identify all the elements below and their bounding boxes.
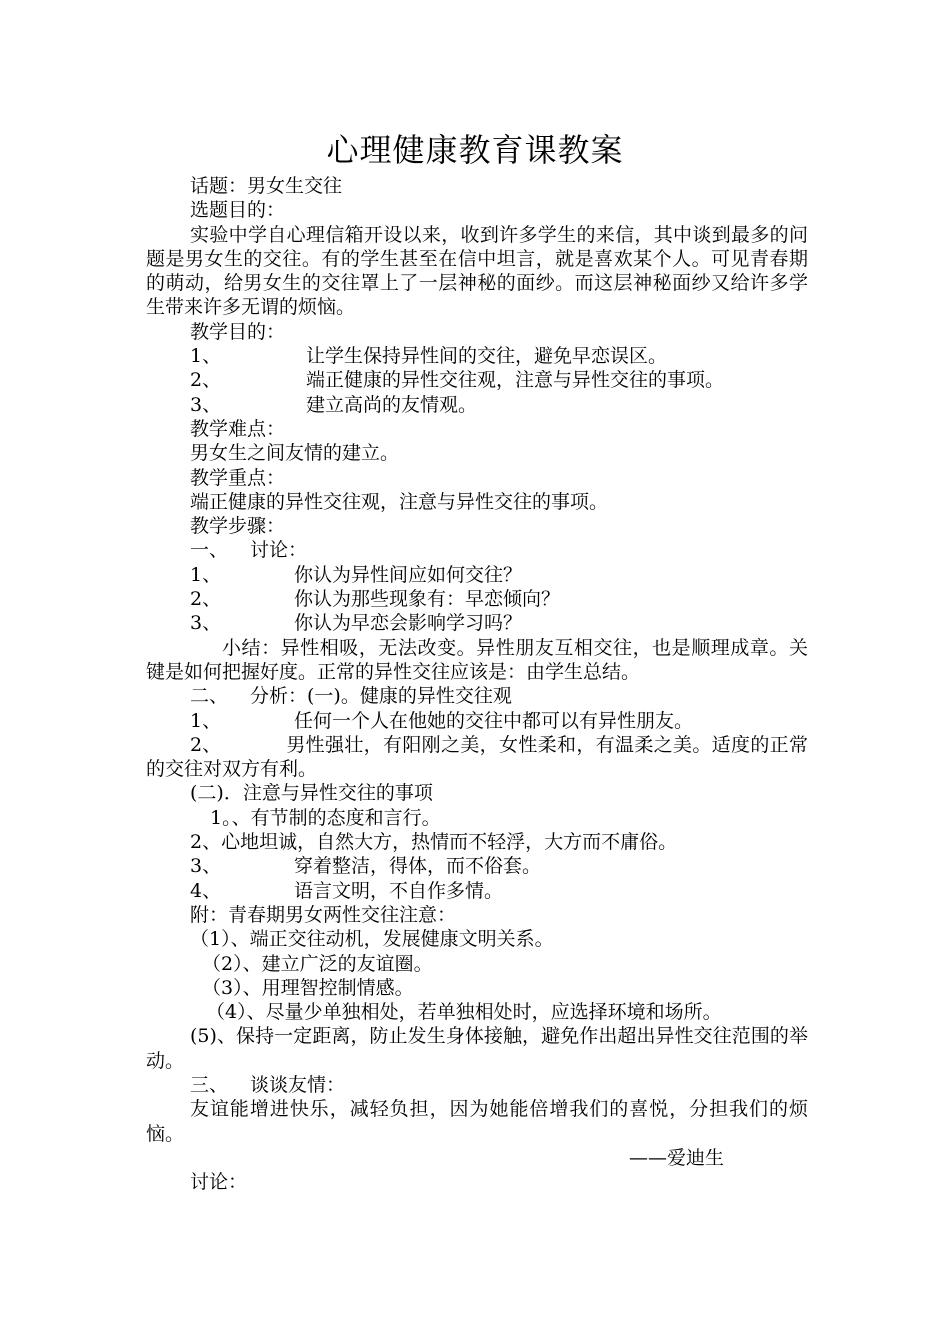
goal-number: 3、	[190, 393, 222, 416]
difficulty-text: 男女生之间友情的建立。	[190, 442, 400, 465]
note-number: 3、	[190, 855, 222, 878]
goal-text: 端正健康的异性交往观，注意与异性交往的事项。	[306, 369, 725, 392]
question-number: 1、	[190, 563, 222, 586]
appendix-item: （2）、建立广泛的友谊圈。	[202, 952, 433, 975]
point-text: 任何一个人在他她的交往中都可以有异性朋友。	[294, 709, 694, 732]
step-label: 谈谈友情：	[250, 1073, 346, 1096]
key-text: 端正健康的异性交往观，注意与异性交往的事项。	[190, 490, 609, 513]
note-number: 4、	[190, 879, 222, 902]
notes-subheading: (二)．注意与异性交往的事项	[190, 782, 433, 805]
topic-line: 话题：男女生交往	[190, 175, 343, 197]
step-two-heading	[146, 684, 808, 708]
steps-heading: 教学步骤：	[190, 515, 286, 538]
quote-paragraph: 友谊能增进快乐，减轻负担，因为她能倍增我们的喜悦，分担我们的烦恼。	[146, 1098, 808, 1145]
page-title: 心理健康教育课教案	[326, 131, 624, 169]
step-number: 二、	[190, 685, 229, 708]
goal-text: 让学生保持异性间的交往，避免早恋误区。	[306, 345, 668, 368]
step-one-heading	[146, 538, 808, 562]
step-number: 三、	[190, 1073, 229, 1096]
goal-item	[146, 393, 808, 417]
appendix-item: （3）、用理智控制情感。	[202, 976, 414, 999]
goal-item	[146, 344, 808, 368]
note-text: 语言文明，不自作多情。	[294, 879, 504, 902]
note-item: 2、心地坦诚，自然大方，热情而不轻浮，大方而不庸俗。	[190, 831, 678, 854]
goal-number: 1、	[190, 345, 222, 368]
point-number: 1、	[190, 709, 222, 732]
purpose-paragraph: 实验中学自心理信箱开设以来，收到许多学生的来信，其中谈到最多的问题是男女生的交往。有的学生甚至在信中坦言，就是喜欢某个人。可见青春期的萌动，给男女生的交往罩上了一层神秘的面纱。而这层神秘面纱又给许多学生带来许多无谓的烦恼。	[146, 223, 808, 319]
appendix-item: （4）、尽量少单独相处，若单独相处时，应选择环境和场所。	[206, 1001, 722, 1024]
question-number: 3、	[190, 612, 222, 635]
discussion-label: 讨论：	[190, 1171, 248, 1194]
question-text: 你认为异性间应如何交往？	[294, 563, 523, 586]
appendix-heading: 附：青春期男女两性交往注意：	[190, 903, 457, 926]
question-item	[146, 611, 808, 635]
step-three-heading	[146, 1073, 808, 1097]
note-text: 穿着整洁，得体，而不俗套。	[294, 855, 542, 878]
difficulty-heading: 教学难点：	[190, 417, 286, 440]
goals-heading: 教学目的：	[190, 320, 286, 343]
purpose-heading: 选题目的：	[190, 199, 286, 222]
note-item: 1。、有节制的态度和言行。	[210, 806, 441, 829]
question-text: 你认为早恋会影响学习吗？	[294, 612, 523, 635]
question-text: 你认为那些现象有：早恋倾向？	[294, 588, 561, 611]
step-label: 讨论：	[250, 539, 308, 562]
appendix-item-wrapped: (5)、保持一定距离，防止发生身体接触，避免作出超出异性交往范围的举动。	[146, 1025, 808, 1072]
analysis-point-wrapped	[146, 733, 808, 782]
question-item	[146, 587, 808, 611]
step-number: 一、	[190, 539, 229, 562]
goal-item	[146, 368, 808, 392]
quote-attribution: ——爱迪生	[628, 1146, 724, 1169]
key-heading: 教学重点：	[190, 466, 286, 489]
summary-paragraph: 小结：异性相吸，无法改变。异性朋友互相交往，也是顺理成章。关键是如何把握好度。正常的异性交往应该是：由学生总结。	[146, 636, 808, 683]
point-number: 2、	[190, 733, 222, 756]
goal-number: 2、	[190, 369, 222, 392]
appendix-item: （1）、端正交往动机，发展健康文明关系。	[190, 928, 554, 951]
question-item	[146, 563, 808, 587]
point-text: 男性强壮，有阳刚之美，女性柔和，有温柔之美。适度的正常的交往对双方有利。	[146, 733, 808, 781]
step-label: 分析：(一)。健康的异性交往观	[250, 685, 512, 708]
note-item	[146, 879, 808, 903]
goal-text: 建立高尚的友情观。	[306, 393, 478, 416]
analysis-point	[146, 709, 808, 733]
question-number: 2、	[190, 588, 222, 611]
document-body	[146, 174, 808, 1194]
note-item	[146, 854, 808, 878]
